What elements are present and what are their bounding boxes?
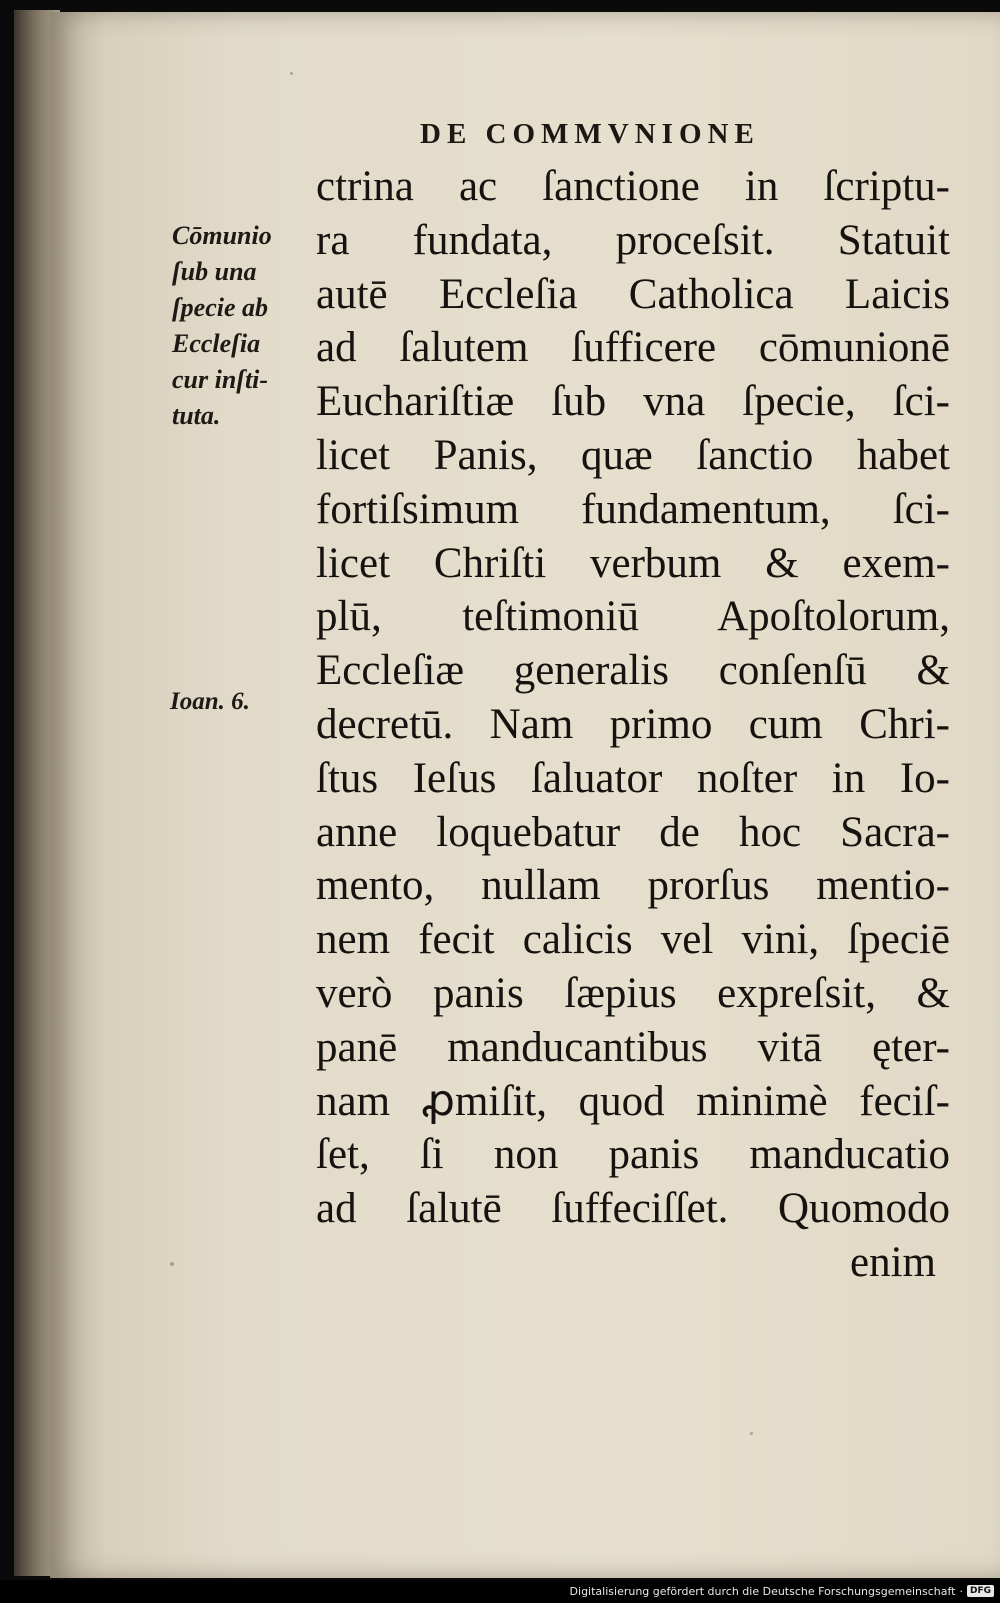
paper-speck <box>170 1262 174 1266</box>
text-line: decretū. Nam primo cum Chri- <box>316 700 950 748</box>
text-line: ra fundata, proceſsit. Statuit <box>316 216 950 264</box>
text-line: Eccleſiæ generalis conſenſū & <box>316 647 950 695</box>
text-line: verò panis ſæpius expreſsit, & <box>316 969 950 1017</box>
text-line: anne loquebatur de hoc Sacra- <box>316 808 950 856</box>
text-line: mento, nullam prorſus mentio- <box>316 862 950 910</box>
text-line: Euchariſtiæ ſub vna ſpecie, ſci- <box>316 378 950 426</box>
text-line: nem fecit calicis vel vini, ſpeciē <box>316 916 950 964</box>
text-line: licet Panis, quæ ſanctio habet <box>316 431 950 479</box>
footer-separator: · <box>959 1584 963 1598</box>
marginal-note-line: Cōmunio <box>172 221 272 250</box>
marginal-note-line: Eccleſia <box>172 329 261 358</box>
catchword: enim <box>850 1238 936 1286</box>
body-text <box>316 160 950 1290</box>
marginal-note-line: ſub una <box>172 257 257 286</box>
text-line: nam ꝓmiſit, quod minimè feciſ- <box>316 1077 950 1125</box>
digitization-footer <box>570 1582 994 1600</box>
paper-speck <box>290 72 293 75</box>
marginal-reference: Ioan. 6. <box>170 688 250 715</box>
text-line: fortiſsimum fundamentum, ſci- <box>316 485 950 533</box>
text-line: plū, teſtimoniū Apoſtolorum, <box>316 593 950 641</box>
text-line: autē Eccleſia Catholica Laicis <box>316 270 950 318</box>
text-line: ctrina ac ſanctione in ſcriptu- <box>316 163 950 210</box>
paper-speck <box>750 1432 753 1435</box>
marginal-note-line: ſpecie ab <box>172 293 269 322</box>
text-line: ſtus Ieſus ſaluator noſter in Io- <box>316 754 950 802</box>
text-line: panē manducantibus vitā ęter- <box>316 1023 950 1071</box>
text-line: licet Chriſti verbum & exem- <box>316 539 950 587</box>
running-header: DE COMMVNIONE <box>420 118 760 150</box>
footer-text: Digitalisierung gefördert durch die Deutsche Forschungsgemeinschaft <box>569 1584 956 1598</box>
dfg-logo-icon: DFG <box>967 1585 994 1597</box>
text-line: ſet, ſi non panis manducatio <box>316 1131 950 1179</box>
marginal-note-line: cur inſti- <box>172 365 269 394</box>
text-line: ad ſalutem ſufficere cōmunionē <box>316 324 950 372</box>
text-line: ad ſalutē ſuffeciſſet. Quomodo <box>316 1185 950 1233</box>
marginal-note <box>172 218 312 434</box>
marginal-note-line: tuta. <box>172 401 221 430</box>
